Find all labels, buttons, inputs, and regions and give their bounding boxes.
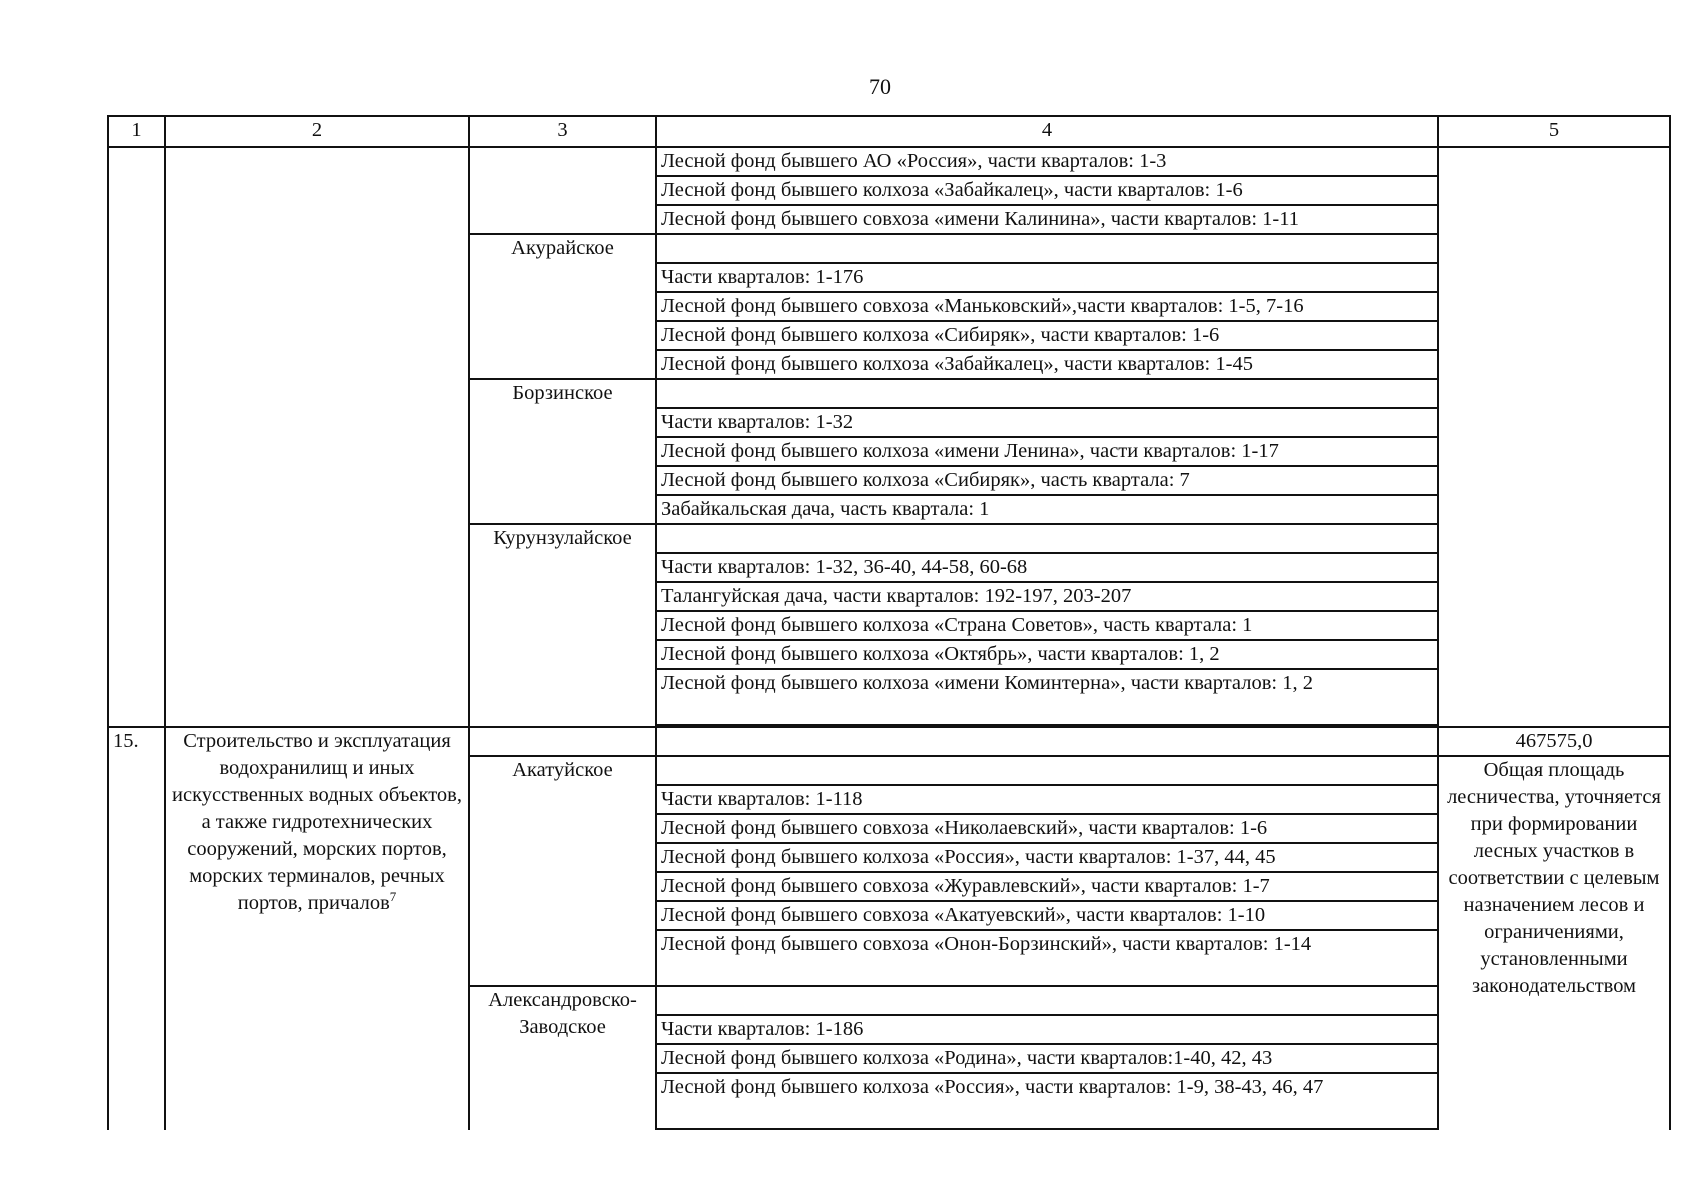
quarter-entry: Лесной фонд бывшего совхоза «Акатуевский», части кварталов: 1-10 [656, 901, 1438, 930]
item-number: 15. [108, 727, 165, 1130]
quarter-entry: Лесной фонд бывшего колхоза «имени Ленина», части кварталов: 1-17 [656, 437, 1438, 466]
empty-entry [656, 234, 1438, 263]
forestry-district-name: Акурайское [469, 234, 656, 379]
table-row [108, 147, 1670, 176]
quarter-entry: Части кварталов: 1-186 [656, 1015, 1438, 1044]
quarter-entry: Лесной фонд бывшего совхоза «Онон-Борзинский», части кварталов: 1-14 [656, 930, 1438, 986]
empty-entry [656, 524, 1438, 553]
forestry-table [107, 115, 1671, 1130]
header-col-3: 3 [469, 116, 656, 147]
header-col-1: 1 [108, 116, 165, 147]
empty-district-cell [469, 727, 656, 756]
empty-entry [656, 727, 1438, 756]
quarter-entry: Лесной фонд бывшего колхоза «имени Коминтерна», части кварталов: 1, 2 [656, 669, 1438, 725]
cont-area-cell [1438, 147, 1670, 727]
cont-number-cell [108, 147, 165, 727]
forestry-district-name: Александровско-Заводское [469, 986, 656, 1130]
header-col-4: 4 [656, 116, 1438, 147]
quarter-entry: Лесной фонд бывшего колхоза «Забайкалец», части кварталов: 1-45 [656, 350, 1438, 379]
spacer [656, 1129, 1438, 1130]
quarter-entry: Лесной фонд бывшего колхоза «Сибиряк», часть квартала: 7 [656, 466, 1438, 495]
quarter-entry: Талангуйская дача, части кварталов: 192-197, 203-207 [656, 582, 1438, 611]
quarter-entry: Лесной фонд бывшего колхоза «Октябрь», части кварталов: 1, 2 [656, 640, 1438, 669]
empty-entry [656, 986, 1438, 1015]
quarter-entry: Лесной фонд бывшего колхоза «Страна Советов», часть квартала: 1 [656, 611, 1438, 640]
quarter-entry: Забайкальская дача, часть квартала: 1 [656, 495, 1438, 524]
quarter-entry: Лесной фонд бывшего совхоза «Журавлевский», части кварталов: 1-7 [656, 872, 1438, 901]
quarter-entry: Лесной фонд бывшего совхоза «Маньковский»,части кварталов: 1-5, 7-16 [656, 292, 1438, 321]
quarter-entry: Лесной фонд бывшего АО «Россия», части кварталов: 1-3 [656, 147, 1438, 176]
quarter-entry: Части кварталов: 1-32 [656, 408, 1438, 437]
quarter-entry: Лесной фонд бывшего колхоза «Забайкалец», части кварталов: 1-6 [656, 176, 1438, 205]
quarter-entry: Лесной фонд бывшего колхоза «Родина», части кварталов:1-40, 42, 43 [656, 1044, 1438, 1073]
forestry-district-name: Борзинское [469, 379, 656, 524]
forestry-district-name: Курунзулайское [469, 524, 656, 727]
total-area: 467575,0 [1438, 727, 1670, 756]
quarter-entry: Части кварталов: 1-176 [656, 263, 1438, 292]
header-col-5: 5 [1438, 116, 1670, 147]
header-row [108, 116, 1670, 147]
empty-entry [656, 756, 1438, 785]
quarter-entry: Лесной фонд бывшего колхоза «Сибиряк», части кварталов: 1-6 [656, 321, 1438, 350]
item-description-text: Строительство и эксплуатация водохранилищ и иных искусственных водных объектов, а также гидротехнических сооружений, морских портов, морских терминалов, речных портов, причалов [172, 730, 462, 914]
quarter-entry: Части кварталов: 1-32, 36-40, 44-58, 60-68 [656, 553, 1438, 582]
page-number: 70 [869, 74, 891, 99]
quarter-entry: Лесной фонд бывшего совхоза «Николаевский», части кварталов: 1-6 [656, 814, 1438, 843]
quarter-entry: Лесной фонд бывшего колхоза «Россия», части кварталов: 1-37, 44, 45 [656, 843, 1438, 872]
footnote-mark: 7 [389, 889, 397, 905]
quarter-entry: Лесной фонд бывшего совхоза «имени Калинина», части кварталов: 1-11 [656, 205, 1438, 234]
cont-unnamed-group-cell [469, 147, 656, 234]
empty-entry [656, 379, 1438, 408]
area-note: Общая площадь лесничества, уточняется при формировании лесных участков в соответствии с целевым назначением лесов и ограничениями, установленными законодательством [1438, 756, 1670, 1130]
cont-description-cell [165, 147, 469, 727]
header-col-2: 2 [165, 116, 469, 147]
table-row [108, 727, 1670, 756]
item-description [165, 727, 469, 1130]
forestry-district-name: Акатуйское [469, 756, 656, 986]
quarter-entry: Лесной фонд бывшего колхоза «Россия», части кварталов: 1-9, 38-43, 46, 47 [656, 1073, 1438, 1129]
quarter-entry: Части кварталов: 1-118 [656, 785, 1438, 814]
